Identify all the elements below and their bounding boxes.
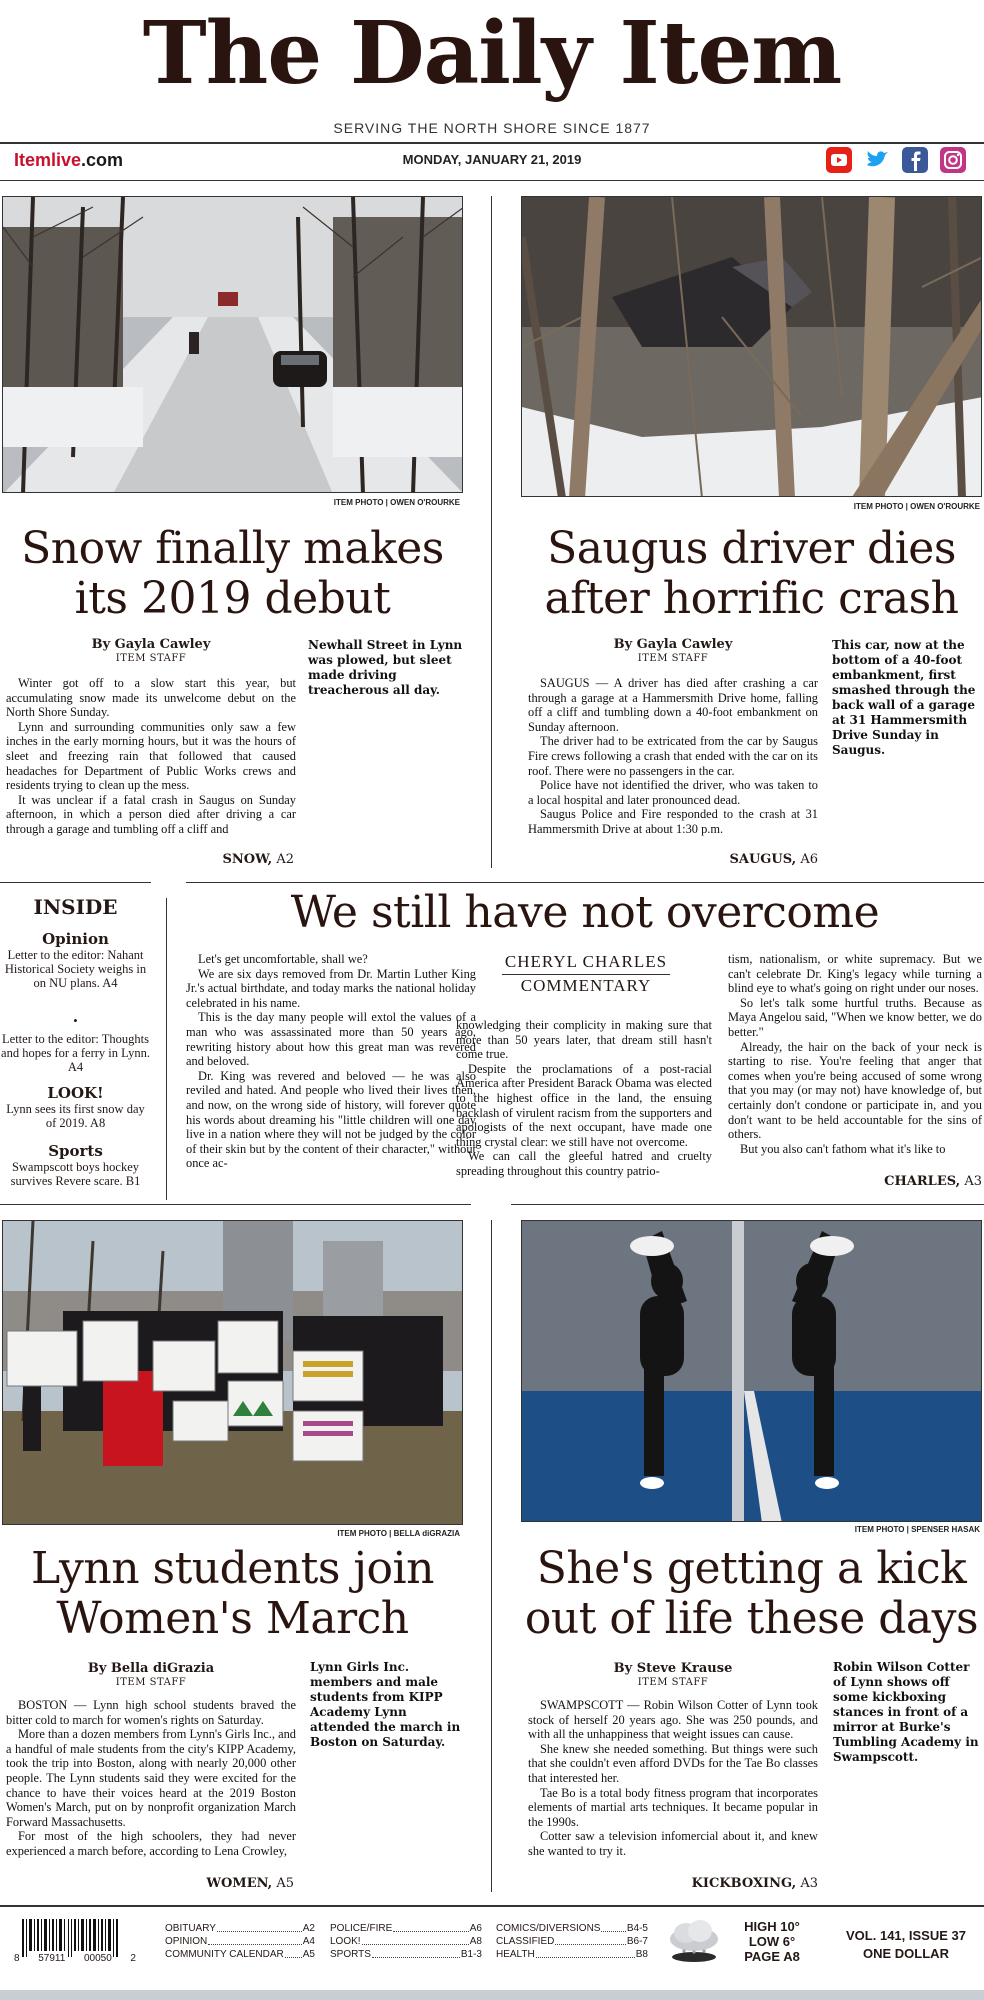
- inside-title: INSIDE: [33, 895, 118, 919]
- page-bottom-band: [0, 1990, 984, 2000]
- volume-issue: VOL. 141, ISSUE 37: [846, 1928, 966, 1943]
- inside-look-heading: LOOK!: [47, 1084, 104, 1102]
- inside-bullet: •: [73, 1014, 78, 1028]
- inside-divider: [166, 898, 167, 1200]
- kick-headline[interactable]: She's getting a kick out of life these days: [524, 1543, 979, 1644]
- barcode: [22, 1919, 122, 1957]
- index-entry[interactable]: COMMUNITY CALENDAR A5: [165, 1949, 315, 1960]
- inside-look-item[interactable]: Lynn sees its first snow day of 2019. A8: [6, 1102, 145, 1130]
- index-entry[interactable]: LOOK! A8: [330, 1936, 482, 1947]
- kick-body: SWAMPSCOTT — Robin Wilson Cotter of Lynn took stock of herself 20 years ago. She was 250 pounds, and with all the unhappiness that weight issues can cause. She knew she needed something. But things were such that she couldn't even afford DVDs for the Tae Bo classes that interested her. Tae Bo is a total body fitness program that incorporates elements of martial arts techniques. It became popular in the 1990s. Cotter saw a television infomercial about it, and knew she wanted to try it.: [528, 1698, 818, 1858]
- inside-rule: [0, 882, 151, 883]
- saugus-jump[interactable]: SAUGUS, A6: [729, 852, 818, 867]
- issue-date: MONDAY, JANUARY 21, 2019: [402, 152, 582, 167]
- saugus-staff: ITEM STAFF: [637, 653, 709, 664]
- date-bar: [0, 142, 984, 178]
- band-bottom-rule-left: [0, 1204, 471, 1205]
- snow-caption: Newhall Street in Lynn was plowed, but sleet made driving treacherous all day.: [308, 638, 463, 697]
- band-bottom-rule-right: [511, 1204, 984, 1205]
- index-col-2: [330, 1922, 482, 1961]
- march-caption: Lynn Girls Inc. members and male students from KIPP Academy Lynn attended the march in Boston on Saturday.: [310, 1660, 461, 1749]
- commentary-rule: [186, 882, 984, 883]
- index-col-1: [165, 1922, 315, 1961]
- facebook-icon[interactable]: [902, 147, 928, 173]
- womens-march-photo: [2, 1220, 463, 1525]
- inside-opinion-heading: Opinion: [42, 930, 109, 948]
- march-headline[interactable]: Lynn students join Women's March: [31, 1543, 434, 1644]
- kick-caption: Robin Wilson Cotter of Lynn shows off some kickboxing stances in front of a mirror at Burke's Tumbling Academy in Swampscott.: [833, 1660, 979, 1764]
- saugus-photo-credit: ITEM PHOTO | OWEN O'ROURKE: [853, 502, 980, 511]
- snow-street-photo: [2, 196, 463, 493]
- author-rule: [502, 974, 670, 975]
- twitter-icon[interactable]: [864, 147, 890, 173]
- index-entry[interactable]: COMICS/DIVERSIONS B4-5: [496, 1923, 648, 1934]
- youtube-icon[interactable]: [826, 147, 852, 173]
- commentary-headline[interactable]: We still have not overcome: [290, 887, 880, 938]
- masthead-tagline: SERVING THE NORTH SHORE SINCE 1877: [333, 120, 651, 136]
- index-entry[interactable]: OPINION A4: [165, 1936, 315, 1947]
- kick-photo-credit: ITEM PHOTO | SPENSER HASAK: [854, 1525, 980, 1534]
- index-entry[interactable]: HEALTH B8: [496, 1949, 648, 1960]
- column-divider-bottom: [491, 1220, 492, 1892]
- weather-page[interactable]: PAGE A8: [744, 1949, 800, 1964]
- snow-cloud-icon: [664, 1917, 724, 1967]
- march-photo-credit: ITEM PHOTO | BELLA diGRAZIA: [337, 1529, 460, 1538]
- snow-byline: By Gayla Cawley: [91, 637, 211, 652]
- saugus-byline: By Gayla Cawley: [613, 637, 733, 652]
- newspaper-name: The Daily Item: [142, 3, 842, 104]
- inside-opinion-item-1[interactable]: Letter to the editor: Nahant Historical Society weighs in on NU plans. A4: [4, 948, 147, 990]
- footer: [0, 1905, 984, 2000]
- saugus-caption: This car, now at the bottom of a 40-foot embankment, first smashed through the back wall of a garage at 31 Hammersmith Drive Sunday in Saugus.: [832, 638, 976, 757]
- weather-low: LOW 6°: [748, 1934, 796, 1949]
- index-entry[interactable]: CLASSIFIED B6-7: [496, 1936, 648, 1947]
- kick-byline: By Steve Krause: [613, 1661, 733, 1676]
- commentary-col-2: knowledging their complicity in making sure that more than 50 years later, that dream still hasn't come true. Despite the proclamations of a post-racial America after President Barack Obama was elected to the highest office in the land, the ensuing backlash of virulent racism from the supporters and apologists of the next occupant, have made one thing crystal clear: we still have not overcome. We can call the gleeful hatred and cruelty spreading throughout this country patrio-: [456, 1018, 712, 1178]
- instagram-icon[interactable]: [940, 147, 966, 173]
- saugus-body: SAUGUS — A driver has died after crashing a car through a garage at a Hammersmith Drive home, falling off a cliff and tumbling down a 40-foot embankment on Sunday afternoon. The driver had to be extricated from the car by Saugus Fire crews following a crash that ended with the car on its roof. There were no passengers in the car. Police have not identified the driver, who was taken to a local hospital and later pronounced dead. Saugus Police and Fire responded to the crash at 31 Hammersmith Drive at about 1:30 p.m.: [528, 676, 818, 836]
- index-entry[interactable]: SPORTS B1-3: [330, 1949, 482, 1960]
- snow-jump[interactable]: SNOW, A2: [222, 852, 294, 867]
- kick-staff: ITEM STAFF: [637, 1677, 709, 1688]
- masthead: [0, 0, 984, 140]
- date-bar-rule: [0, 180, 984, 181]
- snow-body: Winter got off to a slow start this year, but accumulating snow made its unwelcome debut on the North Shore Sunday. Lynn and surrounding communities only saw a few inches in the early morning hours, but it was the hours of sleet and freezing rain that followed that caused headaches for Department of Public Works crews and residents trying to clean up the mess. It was unclear if a fatal crash in Saugus on Sunday afternoon, in which a person died after driving a car through a garage and tumbling off a cliff and: [6, 676, 296, 836]
- commentary-author: CHERYL CHARLES: [504, 952, 668, 971]
- weather-box: [730, 1919, 814, 1964]
- snow-photo-credit: ITEM PHOTO | OWEN O'ROURKE: [333, 498, 460, 507]
- weather-high: HIGH 10°: [744, 1919, 800, 1934]
- march-jump[interactable]: WOMEN, A5: [206, 1876, 294, 1891]
- index-entry[interactable]: POLICE/FIRE A6: [330, 1923, 482, 1934]
- saugus-headline[interactable]: Saugus driver dies after horrific crash: [544, 523, 959, 624]
- inside-sports-heading: Sports: [48, 1142, 103, 1160]
- barcode-digits: 8 57911 00050 2: [14, 1953, 136, 1964]
- march-byline: By Bella diGrazia: [87, 1661, 215, 1676]
- inside-sports-item[interactable]: Swampscott boys hockey survives Revere scare. B1: [10, 1160, 141, 1188]
- snow-headline[interactable]: Snow finally makes its 2019 debut: [21, 523, 444, 624]
- commentary-col-3: tism, nationalism, or white supremacy. But we can't celebrate Dr. King's legacy while turning a blind eye to what's going on right under our noses. So let's talk some hurtful truths. Because as Maya Angelou said, "When we know better, we do better." Already, the hair on the back of your neck is starting to rise. You're feeling that anger that comes when you're being accused of some wrong that you may (or may not) have knowledge of, but certainly don't condone or participate in, and you don't want to be held accountable for the sins of others. But you also can't fathom what it's like to: [728, 952, 982, 1156]
- kickboxing-photo: [521, 1220, 982, 1522]
- commentary-label: COMMENTARY: [520, 976, 652, 995]
- crash-scene-photo: [521, 196, 982, 497]
- price: ONE DOLLAR: [863, 1946, 949, 1961]
- commentary-jump[interactable]: CHARLES, A3: [884, 1174, 982, 1189]
- inside-opinion-item-2[interactable]: Letter to the editor: Thoughts and hopes for a ferry in Lynn. A4: [1, 1032, 150, 1074]
- march-staff: ITEM STAFF: [115, 1677, 187, 1688]
- march-body: BOSTON — Lynn high school students braved the bitter cold to march for women's rights on Saturday. More than a dozen members from Lynn's Girls Inc., and a handful of male students from the city's KIPP Academy, took the trip into Boston, along with nearly 20,000 other people. The Lynn students said they were excited for the chance to have their voices heard at the 2019 Boston Women's March, put on by nonprofit organization March Forward Massachusetts. For most of the high schoolers, they had never experienced a march before, according to Lena Crowley,: [6, 1698, 296, 1858]
- commentary-col-1: Let's get uncomfortable, shall we? We are six days removed from Dr. Martin Luther King Jr.'s actual birthdate, and today marks the national holiday celebrated in his name. This is the day many people will extol the values of a man who was assassinated more than 50 years ago, rewriting history about how this great man was revered and beloved. Dr. King was revered and beloved — he was also reviled and hated. And people who lived their lives then, and now, on the wrong side of history, will forever quote his words about dreaming his "little children will one day live in a nation where they will not be judged by the color of their skin but by the content of their character," without once ac-: [186, 952, 476, 1171]
- column-divider: [491, 196, 492, 868]
- index-col-3: [496, 1922, 648, 1961]
- issue-info: [836, 1927, 976, 1963]
- snow-staff: ITEM STAFF: [115, 653, 187, 664]
- index-entry[interactable]: OBITUARY A2: [165, 1923, 315, 1934]
- kick-jump[interactable]: KICKBOXING, A3: [691, 1876, 818, 1891]
- site-link[interactable]: Itemlive.com: [14, 150, 124, 170]
